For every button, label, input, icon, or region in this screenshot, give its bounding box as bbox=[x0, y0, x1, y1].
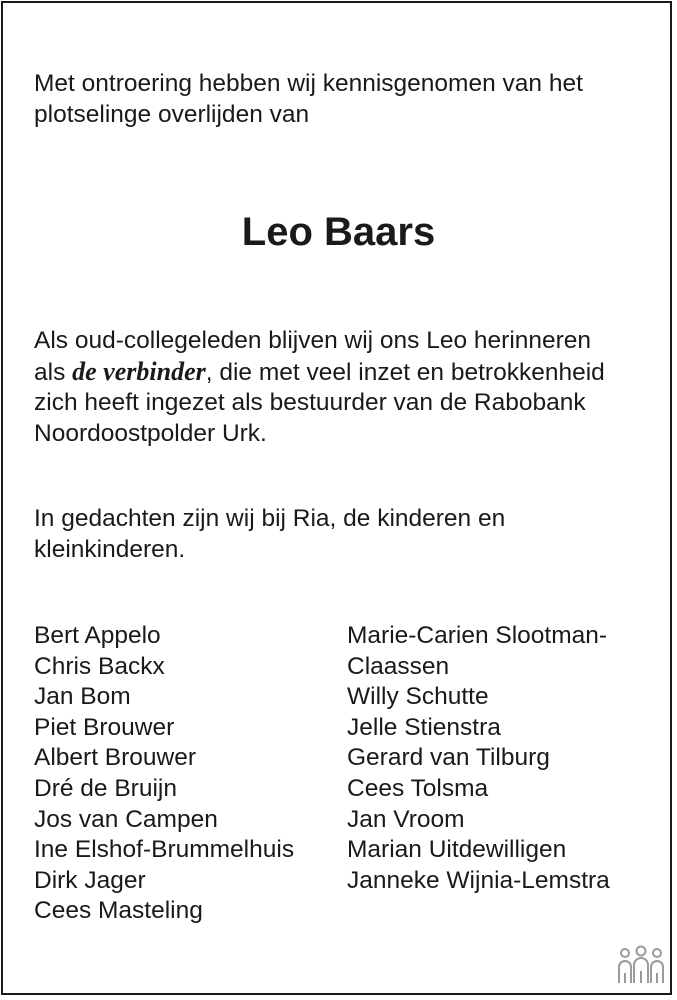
tribute-line-1: Als oud-collegeleden blijven wij ons Leo herinneren bbox=[34, 327, 592, 354]
tribute-emphasis: de verbinder bbox=[72, 356, 206, 386]
signatory: Claassen bbox=[347, 652, 450, 680]
thoughts-line-1: In gedachten zijn wij bij Ria, de kinderen en bbox=[34, 505, 506, 532]
signatory: Marian Uitdewilligen bbox=[347, 836, 567, 864]
signatory: Gerard van Tilburg bbox=[347, 744, 550, 772]
signatory: Jos van Campen bbox=[34, 805, 218, 833]
signatory: Janneke Wijnia-Lemstra bbox=[347, 866, 610, 894]
signatory: Willy Schutte bbox=[347, 683, 489, 711]
intro-text bbox=[34, 69, 647, 130]
signatory: Ine Elshof-Brummelhuis bbox=[34, 836, 295, 864]
tribute-line-2-prefix: als bbox=[34, 358, 73, 386]
signatory: Dirk Jager bbox=[34, 866, 146, 894]
tribute-line-2-suffix: , die met veel inzet en betrokkenheid bbox=[205, 358, 605, 386]
signatory: Jan Bom bbox=[34, 683, 131, 711]
signatory: Chris Backx bbox=[34, 652, 165, 680]
thoughts-line-2: kleinkinderen. bbox=[34, 535, 186, 563]
signatories-left bbox=[34, 621, 294, 927]
signatory: Jan Vroom bbox=[347, 805, 465, 833]
signatories-right bbox=[347, 621, 610, 896]
intro-line-1: Met ontroering hebben wij kennisgenomen van het bbox=[34, 70, 583, 97]
tribute-text bbox=[34, 326, 647, 449]
signatory: Piet Brouwer bbox=[34, 713, 175, 741]
signatory: Jelle Stienstra bbox=[347, 713, 501, 741]
signatory: Albert Brouwer bbox=[34, 744, 197, 772]
signatory: Cees Tolsma bbox=[347, 774, 489, 802]
intro-line-2: plotselinge overlijden van bbox=[34, 100, 310, 128]
deceased-name: Leo Baars bbox=[241, 210, 436, 254]
tribute-line-3: zich heeft ingezet als bestuurder van de Rabobank bbox=[34, 389, 586, 416]
people-group-icon bbox=[616, 945, 666, 985]
thoughts-text bbox=[34, 504, 647, 565]
signatory: Dré de Bruijn bbox=[34, 774, 177, 802]
signatory: Cees Masteling bbox=[34, 897, 203, 925]
signatory: Marie-Carien Slootman- bbox=[347, 622, 608, 649]
tribute-line-2 bbox=[34, 357, 647, 389]
signatory: Bert Appelo bbox=[34, 622, 161, 649]
tribute-line-4: Noordoostpolder Urk. bbox=[34, 419, 267, 447]
